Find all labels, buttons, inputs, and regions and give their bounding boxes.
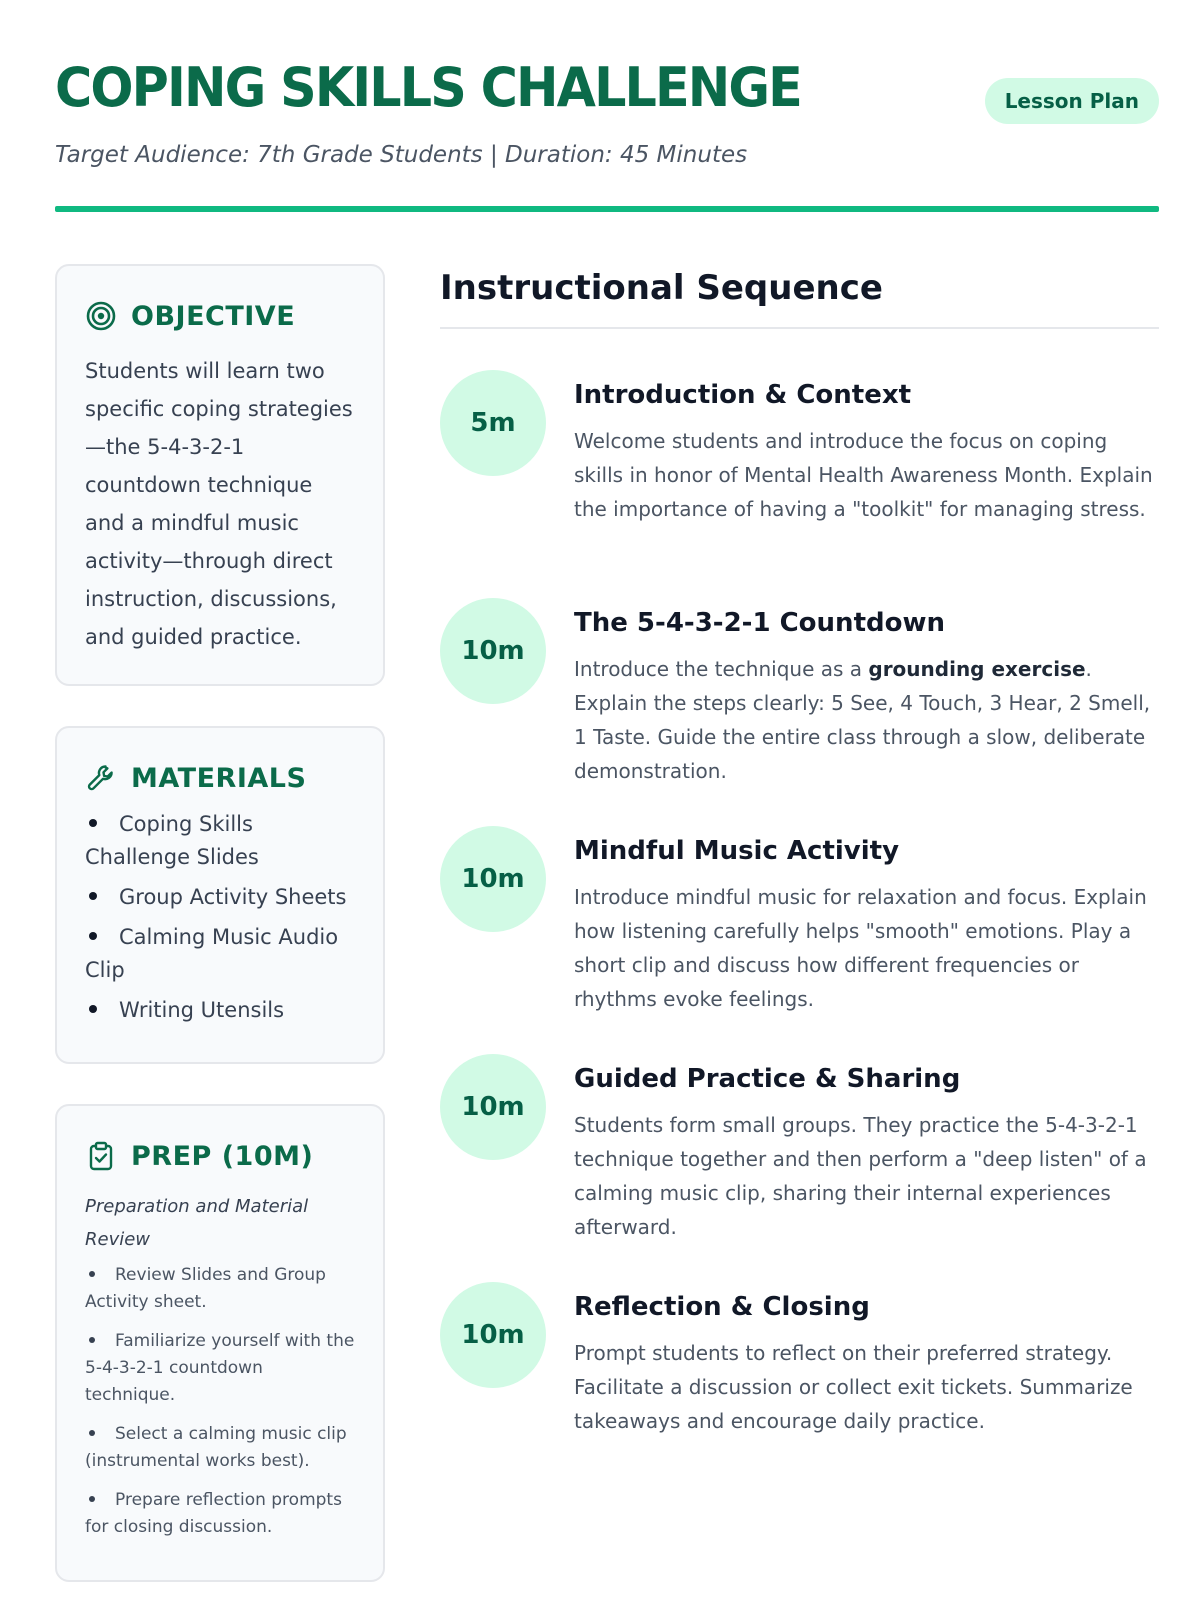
- sequence-step: [440, 370, 1159, 560]
- duration-badge: 5m: [440, 370, 546, 476]
- list-item: Coping Skills Challenge Slides: [85, 812, 259, 869]
- prep-card: [55, 1104, 385, 1582]
- materials-header: [85, 758, 355, 798]
- sequence-step: [440, 826, 1159, 1016]
- sequence-step: [440, 598, 1159, 788]
- duration-badge: 10m: [440, 1054, 546, 1160]
- emphasis-text: grounding exercise: [868, 657, 1086, 681]
- page-subtitle: Target Audience: 7th Grade Students | Duration: 45 Minutes: [55, 142, 748, 168]
- wrench-icon: [85, 762, 117, 794]
- step-body: [574, 1290, 1159, 1438]
- page-title: COPING SKILLS CHALLENGE: [55, 56, 801, 119]
- bullet-icon: [89, 892, 97, 900]
- step-description: Welcome students and introduce the focus on coping skills in honor of Mental Health Awareness Month. Explain the importance of having a "toolkit" for managing stress.: [574, 429, 1153, 521]
- bullet-icon: [89, 1430, 95, 1436]
- prep-subtitle: Preparation and Material Review: [85, 1196, 309, 1250]
- list-item: Select a calming music clip (instrumental works best).: [85, 1424, 347, 1471]
- materials-card: [55, 726, 385, 1064]
- step-body: [574, 1062, 1159, 1244]
- bullet-icon: [89, 1496, 95, 1502]
- materials-list: [85, 808, 355, 1027]
- bullet-icon: [89, 1005, 97, 1013]
- duration-badge: 10m: [440, 1282, 546, 1388]
- list-item: Review Slides and Group Activity sheet.: [85, 1265, 326, 1312]
- step-description: Introduce mindful music for relaxation and focus. Explain how listening carefully helps "smooth" emotions. Play a short clip and discuss how different frequencies or rhythms evoke feelings.: [574, 885, 1147, 1011]
- bullet-icon: [89, 1337, 95, 1343]
- bullet-icon: [89, 819, 97, 827]
- duration-badge: 10m: [440, 598, 546, 704]
- step-body: [574, 834, 1159, 1016]
- list-item: Group Activity Sheets: [85, 881, 355, 914]
- clipboard-check-icon: [85, 1140, 117, 1172]
- prep-header: [85, 1136, 355, 1176]
- lesson-plan-badge: Lesson Plan: [985, 78, 1159, 124]
- list-item: Calming Music Audio Clip: [85, 925, 339, 982]
- step-title: Reflection & Closing: [574, 1292, 870, 1322]
- prep-title: PREP (10M): [131, 1140, 314, 1172]
- step-title: The 5-4-3-2-1 Countdown: [574, 608, 945, 638]
- objective-title: OBJECTIVE: [131, 300, 296, 332]
- bullet-icon: [89, 932, 97, 940]
- prep-list: [85, 1262, 355, 1541]
- step-description: Introduce the technique as a grounding exercise. Explain the steps clearly: 5 See, 4 Touch, 3 Hear, 2 Smell, 1 Taste. Guide the entire class through a slow, deliberate demonstration.: [574, 657, 1151, 783]
- objective-card: [55, 264, 385, 686]
- sequence-step: [440, 1054, 1159, 1244]
- list-item: Prepare reflection prompts for closing discussion.: [85, 1490, 342, 1537]
- sequence-title: Instructional Sequence: [440, 268, 883, 308]
- list-item: Familiarize yourself with the 5-4-3-2-1 countdown technique.: [85, 1331, 355, 1405]
- target-icon: [85, 300, 117, 332]
- header-divider: [55, 206, 1159, 212]
- bullet-icon: [89, 1271, 95, 1277]
- step-description: Students form small groups. They practice the 5-4-3-2-1 technique together and then perform a "deep listen" of a calming music clip, sharing their internal experiences afterward.: [574, 1113, 1147, 1239]
- duration-badge: 10m: [440, 826, 546, 932]
- header: [55, 52, 1159, 212]
- step-title: Mindful Music Activity: [574, 836, 900, 866]
- sequence-divider: [440, 327, 1159, 329]
- step-body: [574, 378, 1159, 526]
- step-description: Prompt students to reflect on their preferred strategy. Facilitate a discussion or collect exit tickets. Summarize takeaways and encourage daily practice.: [574, 1341, 1133, 1433]
- materials-title: MATERIALS: [131, 762, 307, 794]
- step-title: Introduction & Context: [574, 380, 912, 410]
- objective-header: [85, 296, 355, 336]
- step-body: [574, 606, 1159, 788]
- objective-text: Students will learn two specific coping strategies—the 5-4-3-2-1 countdown technique and a mindful music activity—through direct instruction, discussions, and guided practice.: [85, 359, 353, 649]
- step-title: Guided Practice & Sharing: [574, 1064, 961, 1094]
- sequence-step: [440, 1282, 1159, 1442]
- list-item: Writing Utensils: [85, 994, 355, 1027]
